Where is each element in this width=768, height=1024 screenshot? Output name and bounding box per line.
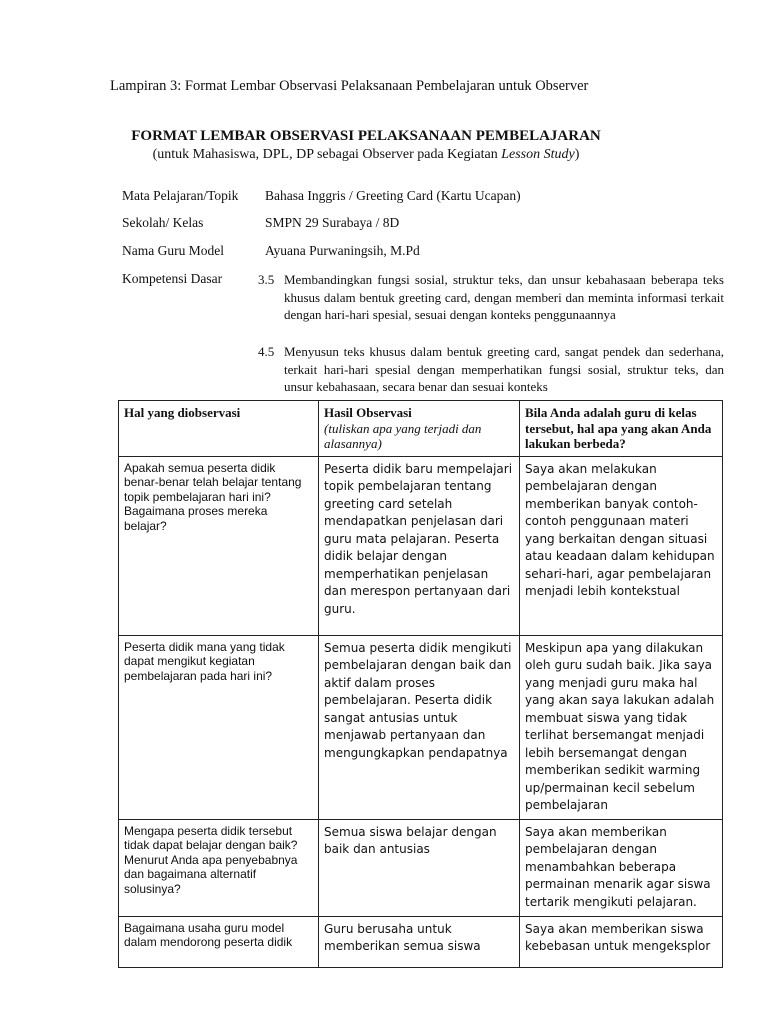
subtitle-prefix: (untuk Mahasiswa, DPL, DP sebagai Observer pada Kegiatan [152,147,502,162]
observation-result: Peserta didik baru mempelajari topik pembelajaran tentang greeting card setelah mendapatkan penjelasan dari guru mata pelajaran. Peserta didik belajar dengan memperhatikan penjelasan dan merespon pertanyaan dari guru. [319,456,520,635]
teacher-action: Saya akan memberikan pembelajaran dengan menambahkan beberapa permainan menarik agar siswa tertarik mengikuti pelajaran. [520,819,723,916]
observation-result: Semua peserta didik mengikuti pembelajaran dengan baik dan aktif dalam proses pembelajaran. Peserta didik sangat antusias untuk menjawab pertanyaan dan mengungkapkan pendapatnya [319,635,520,819]
header-observed-item-label: Hal yang diobservasi [124,405,241,420]
header-observation-result-label: Hasil Observasi [324,405,412,420]
appendix-caption: Lampiran 3: Format Lembar Observasi Pelaksanaan Pembelajaran untuk Observer [110,78,589,94]
info-label-competency: Kompetensi Dasar [122,271,223,286]
header-teacher-action-label: Bila Anda adalah guru di kelas tersebut, hal apa yang akan Anda lakukan berbeda? [525,405,712,451]
header-teacher-action [520,401,723,457]
info-label-school: Sekolah/ Kelas [122,215,204,230]
info-value-subject: Bahasa Inggris / Greeting Card (Kartu Ucapan) [265,188,521,203]
info-label-subject: Mata Pelajaran/Topik [122,188,239,203]
table-header-row [119,401,723,457]
table-row [119,819,723,916]
competency-number: 3.5 [258,272,275,287]
observed-question: Mengapa peserta didik tersebut tidak dapat belajar dengan baik? Menurut Anda apa penyebabnya dan bagaimana alternatif solusinya? [119,819,319,916]
observation-result: Guru berusaha untuk memberikan semua siswa [319,916,520,967]
document-subtitle [0,147,732,163]
document-title: FORMAT LEMBAR OBSERVASI PELAKSANAAN PEMBELAJARAN [131,128,601,144]
info-value-school: SMPN 29 Surabaya / 8D [265,215,400,230]
teacher-action: Meskipun apa yang dilakukan oleh guru sudah baik. Jika saya yang menjadi guru maka hal yang akan saya lakukan adalah membuat siswa yang tidak terlihat bersemangat menjadi lebih bersemangat dengan memberikan sedikit warming up/permainan kecil sebelum pembelajaran [520,635,723,819]
teacher-action: Saya akan memberikan siswa kebebasan untuk mengeksplor [520,916,723,967]
header-observation-result [319,401,520,457]
info-value-teacher: Ayuana Purwaningsih, M.Pd [265,243,420,258]
observation-table [118,400,723,968]
competency-item [258,343,724,396]
observed-question: Peserta didik mana yang tidak dapat mengikut kegiatan pembelajaran pada hari ini? [119,635,319,819]
subtitle-emphasis: Lesson Study [501,147,575,162]
observed-question: Bagaimana usaha guru model dalam mendorong peserta didik [119,916,319,967]
table-row [119,456,723,635]
competency-item [258,271,724,324]
competency-text: Membandingkan fungsi sosial, struktur teks, dan unsur kebahasaan beberapa teks khusus dalam bentuk greeting card, dengan memberi dan meminta informasi terkait dengan hari-hari spesial, sesuai dengan konteks penggunaannya [284,272,724,322]
table-row [119,916,723,967]
subtitle-suffix: ) [574,147,580,162]
competency-text: Menyusun teks khusus dalam bentuk greeting card, sangat pendek dan sederhana, terkait hari-hari spesial dengan memperhatikan fungsi sosial, struktur teks, dan unsur kebahasaan, secara benar dan sesuai konteks [284,344,724,394]
teacher-action: Saya akan melakukan pembelajaran dengan memberikan banyak contoh-contoh penggunaan materi yang berkaitan dengan situasi atau keadaan dalam kehidupan sehari-hari, agar pembelajaran menjadi lebih kontekstual [520,456,723,635]
table-row [119,635,723,819]
observation-result: Semua siswa belajar dengan baik dan antusias [319,819,520,916]
info-label-teacher: Nama Guru Model [122,243,224,258]
header-observation-note: (tuliskan apa yang terjadi dan alasannya) [324,420,482,451]
observed-question: Apakah semua peserta didik benar-benar telah belajar tentang topik pembelajaran hari ini? Bagaimana proses mereka belajar? [119,456,319,635]
header-observed-item [119,401,319,457]
competency-number: 4.5 [258,344,275,359]
